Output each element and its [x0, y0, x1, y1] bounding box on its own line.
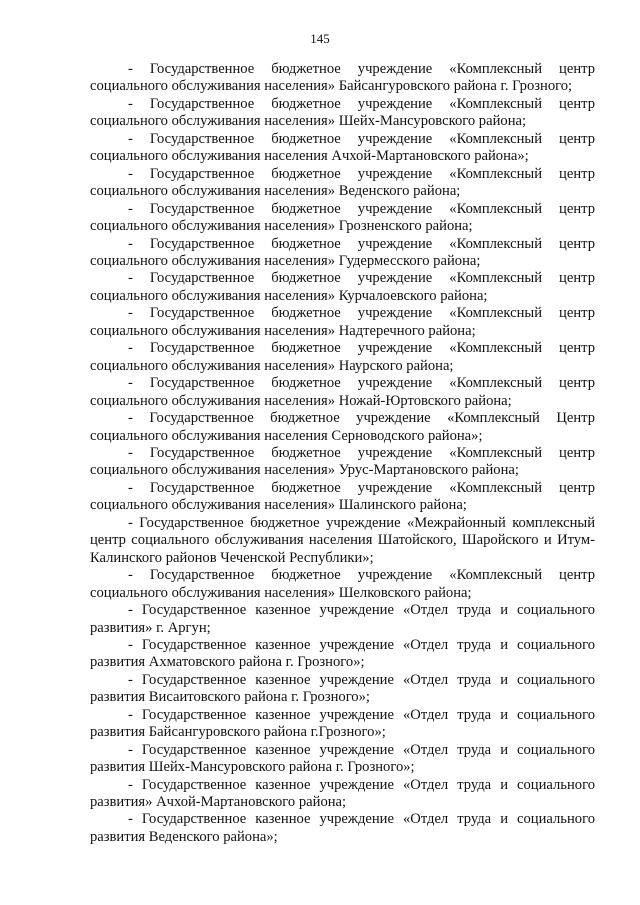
list-item: - Государственное казенное учреждение «Отдел труда и социального развития» Ачхой-Мартановского района;: [90, 776, 595, 811]
list-item: - Государственное бюджетное учреждение «Комплексный центр социального обслуживания населения Ачхой-Мартановского района»;: [90, 130, 595, 165]
list-item: - Государственное казенное учреждение «Отдел труда и социального развития Висаитовского района г. Грозного»;: [90, 671, 595, 706]
list-item: - Государственное бюджетное учреждение «Комплексный центр социального обслуживания населения» Грозненского района;: [90, 200, 595, 235]
list-item: - Государственное бюджетное учреждение «Комплексный центр социального обслуживания населения» Гудермесского района;: [90, 235, 595, 269]
list-item: - Государственное бюджетное учреждение «Межрайонный комплексный центр социального обслуживания населения Шатойского, Шаройского и Итум-Калинского районов Чеченской Республики»;: [90, 514, 595, 566]
list-item: - Государственное бюджетное учреждение «Комплексный центр социального обслуживания населения» Шалинского района;: [90, 479, 595, 514]
document-body: [90, 61, 595, 846]
list-item: - Государственное бюджетное учреждение «Комплексный центр социального обслуживания населения» Курчалоевского района;: [90, 270, 595, 304]
list-item: - Государственное бюджетное учреждение «Комплексный центр социального обслуживания населения» Шейх-Мансуровского района;: [90, 95, 595, 130]
list-item: - Государственное казенное учреждение «Отдел труда и социального развития Ахматовского района г. Грозного»;: [90, 636, 595, 671]
list-item: - Государственное бюджетное учреждение «Комплексный центр социального обслуживания населения» Ножай-Юртовского района;: [90, 375, 595, 409]
list-item: - Государственное бюджетное учреждение «Комплексный центр социального обслуживания населения» Шелковского района;: [90, 567, 595, 601]
list-item: - Государственное казенное учреждение «Отдел труда и социального развития Байсангуровского района г.Грозного»;: [90, 706, 595, 741]
list-item: - Государственное казенное учреждение «Отдел труда и социального развития Веденского района»;: [90, 811, 595, 845]
list-item: - Государственное казенное учреждение «Отдел труда и социального развития Шейх-Мансуровского района г. Грозного»;: [90, 741, 595, 776]
list-item: - Государственное бюджетное учреждение «Комплексный центр социального обслуживания населения» Веденского района;: [90, 165, 595, 200]
list-item: - Государственное бюджетное учреждение «Комплексный центр социального обслуживания населения» Надтеречного района;: [90, 305, 595, 339]
list-item: - Государственное бюджетное учреждение «Комплексный центр социального обслуживания населения» Байсангуровского района г. Грозного;: [90, 61, 595, 95]
list-item: - Государственное бюджетное учреждение «Комплексный Центр социального обслуживания населения Серноводского района»;: [90, 410, 595, 444]
page-number: 145: [310, 31, 330, 46]
list-item: - Государственное бюджетное учреждение «Комплексный центр социального обслуживания населения» Урус-Мартановского района;: [90, 444, 595, 479]
list-item: - Государственное казенное учреждение «Отдел труда и социального развития» г. Аргун;: [90, 602, 595, 636]
list-item: - Государственное бюджетное учреждение «Комплексный центр социального обслуживания населения» Наурского района;: [90, 340, 595, 374]
